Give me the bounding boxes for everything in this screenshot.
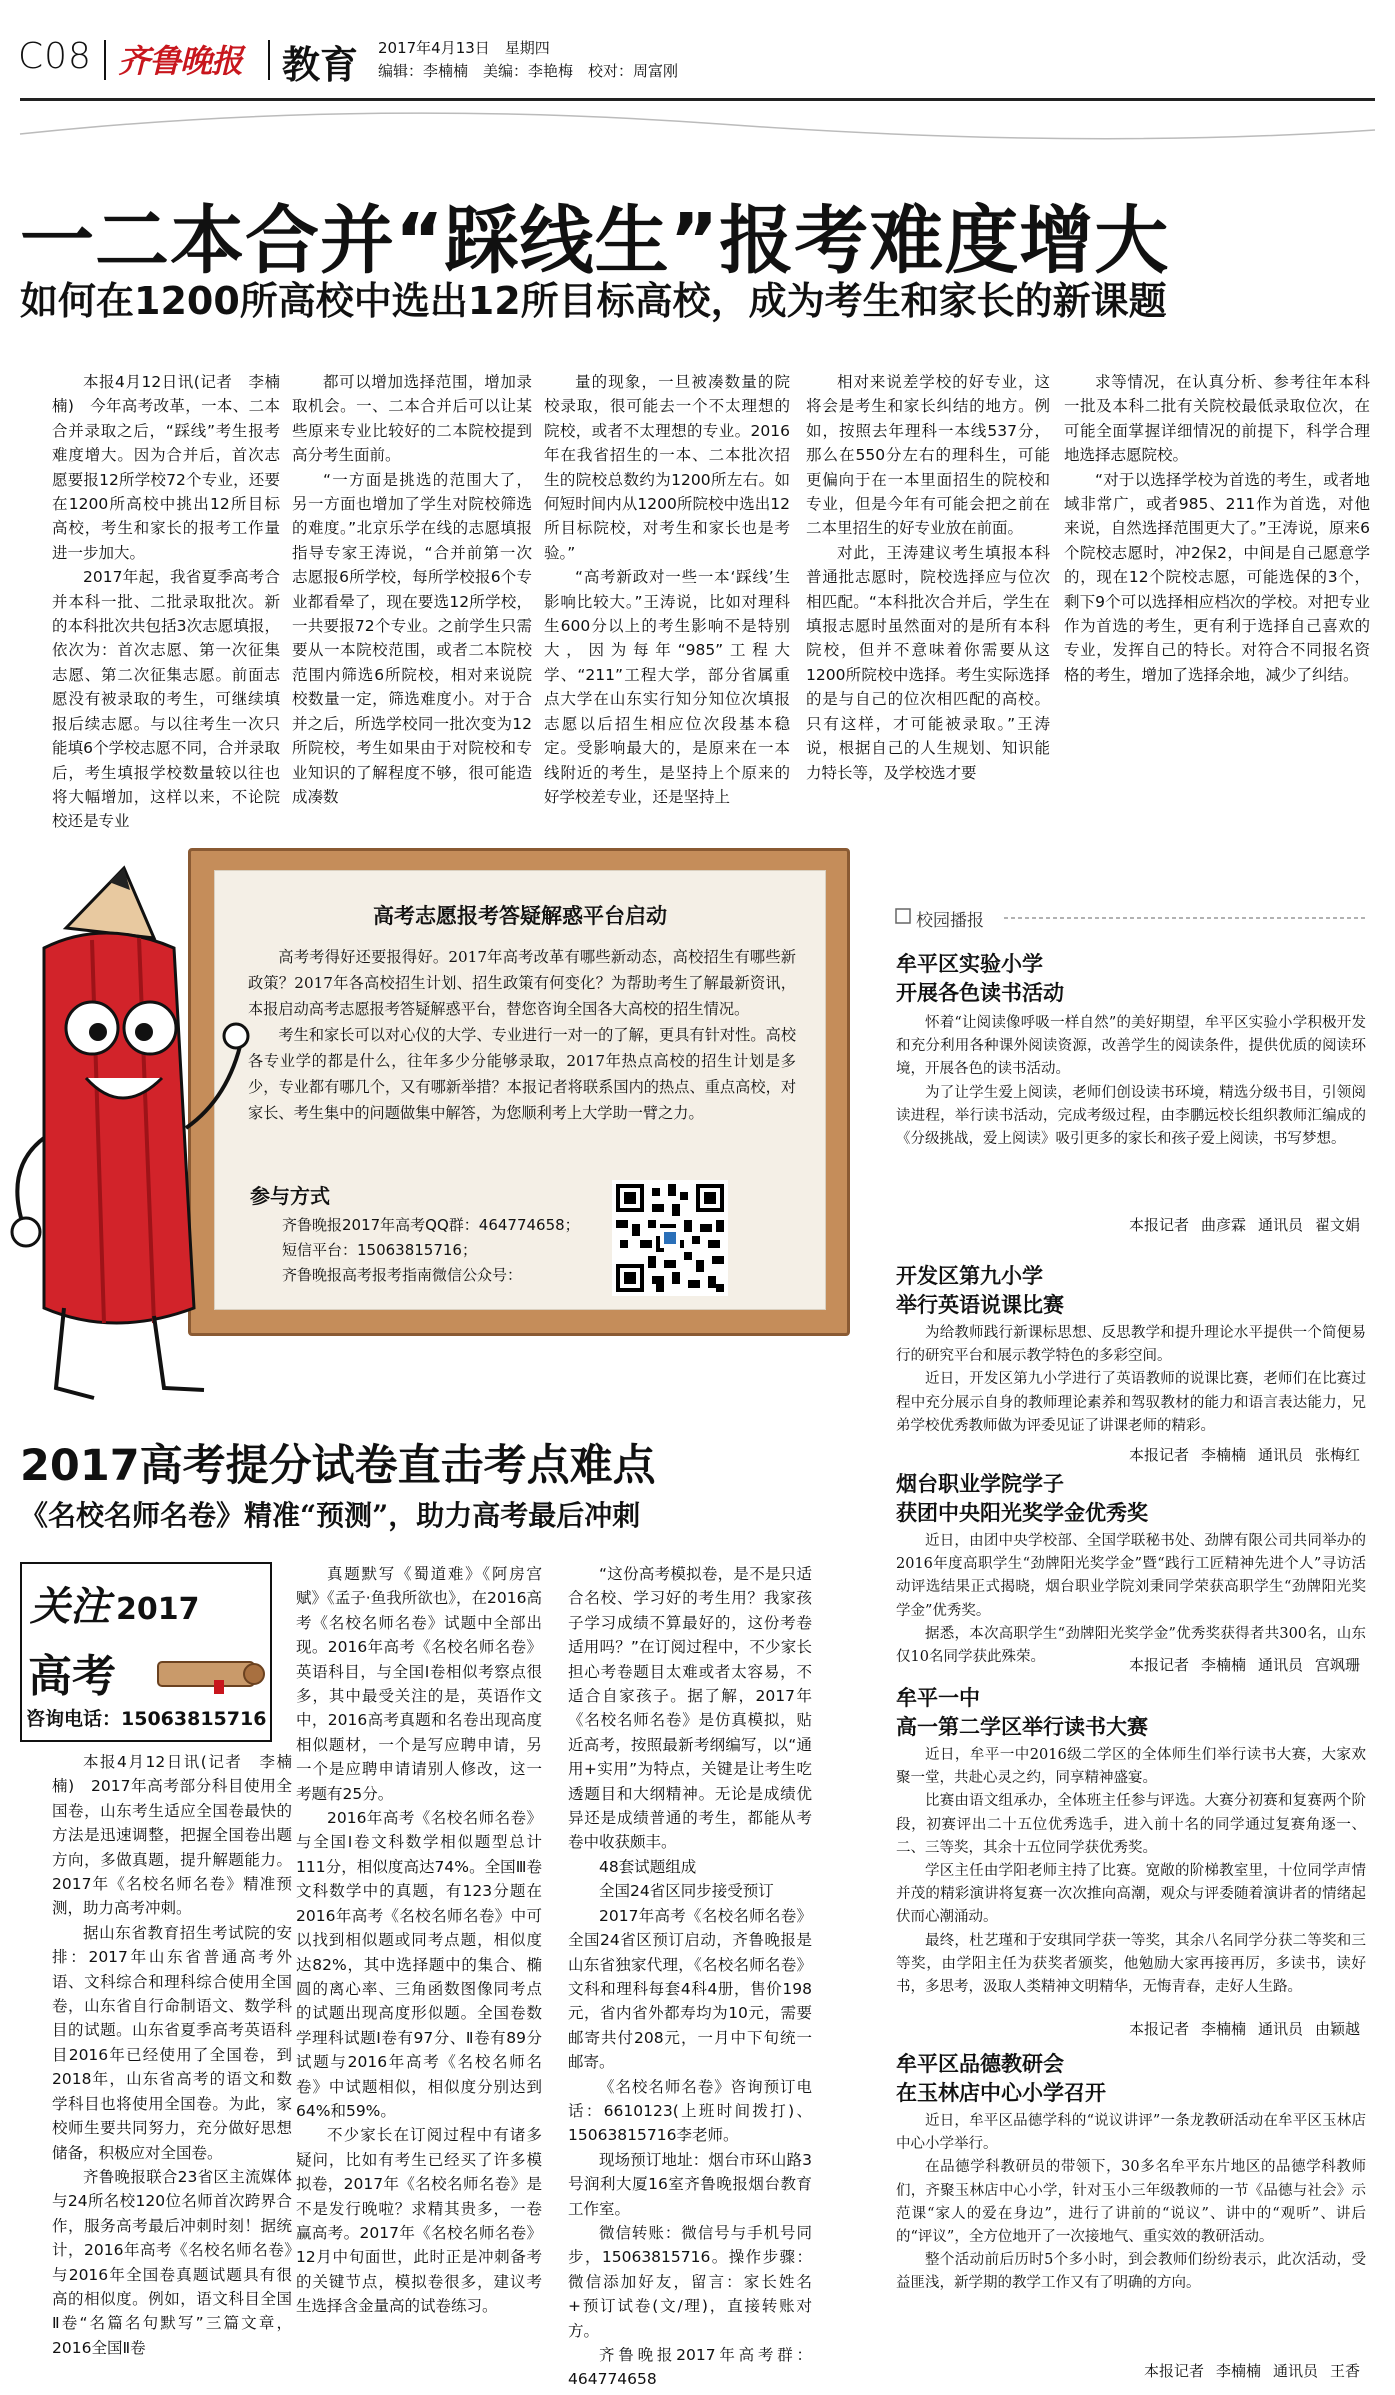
byline-part: 通讯员 [1257,1216,1303,1234]
campus-news-byline [896,1214,1366,1235]
paragraph: 真题默写《蜀道难》《阿房宫赋》《孟子·鱼我所欲也》，在2016高考《名校名师名卷》试题中全部出现。2016年高考《名校名师名卷》英语科目，与全国Ⅰ卷相似考察点很多，其中最受关注的是，英语作文中，2016高考真题和名卷出现高度相似题材，一个是写应聘申请，另一个是应聘申请请别人修改，这一考题有25分。 [296,1565,542,1803]
campus-news-title [896,1262,1366,1320]
header-rule [20,98,1375,101]
byline-part: 本报记者 [1128,2020,1189,2038]
paragraph: 近日，开发区第九小学进行了英语教师的说课比赛，老师们在比赛过程中充分展示自身的教师理论素养和驾驭教材的能力和语言表达能力，兄弟学校优秀教师做为评委见证了讲课老师的精彩。 [896,1371,1366,1434]
byline-part: 本报记者 [1128,1656,1189,1674]
paragraph: 2017年高考《名校名师名卷》全国24省区预订启动，齐鲁晚报是山东省独家代理，《名校名师名卷》文科和理科每套4科4册，售价198元，省内省外都寿均为10元，需要邮寄共付208元，一月中下旬统一邮寄。 [568,1906,812,2072]
campus-news-byline [896,2018,1366,2039]
lead-column-5 [1064,370,1370,800]
paragraph: 近日，由团中央学校部、全国学联秘书处、劲牌有限公司共同举办的2016年度高职学生“劲牌阳光奖学金”暨“践行工匠精神先进个人”寻访活动评选结果正式揭晓，烟台职业学院刘秉同学荣获高职学生“劲牌阳光奖学金”优秀奖。 [896,1533,1366,1619]
lead-column-text [1064,370,1370,687]
qq-group-line: 齐鲁晚报2017年高考QQ群：464774658； [282,1216,580,1234]
lead-column-1 [52,370,280,831]
header-divider [268,40,270,80]
byline-part: 本报记者 [1143,2362,1204,2380]
paragraph: “这份高考模拟卷，是不是只适合名校、学习好的考生用？我家孩子学习成绩不算最好的，这份考卷适用吗？”在订阅过程中，不少家长担心考卷题目太难或者太容易，不适合自家孩子。据了解，2017年《名校名师名卷》是仿真模拟，贴近高考，按照最新考纲编写，以“通用+实用”为特点，关键是让考生吃透题目和大纲精神。无论是成绩优异还是成绩普通的考生，都能从考卷中收获颇丰。 [568,1565,812,1852]
join-lines [282,1213,580,1288]
campus-news-title-line: 开发区第九小学 [896,1264,1043,1288]
scroll-icon [154,1654,260,1694]
paragraph: “一方面是挑选的范围大了，另一方面也增加了学生对院校筛选的难度。”北京乐学在线的志愿填报指导专家王涛说，“合并前第一次志愿报6所学校，每所学校报6个专业都看晕了，现在要选12所学校，一共要报72个专业。之前学生只需要从一本院校范围，或者二本院校范围内筛选6所院校，相对来说院校数量一定，筛选难度小。对于合并之后，所选学校同一批次变为12所院校，考生如果由于对院校和专业知识的了解程度不够，很可能造成凑数 [292,470,532,806]
paragraph: 2017年起，我省夏季高考合并本科一批、二批录取批次。新的本科批次共包括3次志愿填报，依次为：首次志愿、第一次征集志愿、第二次征集志愿。前面志愿没有被录取的考生，可继续填报后续志愿。与以往考生一次只能填6个学校志愿不同，合并录取后，考生填报学校数量较以往也将大幅增加，这样以来，不论院校还是专业 [52,568,280,831]
promo-exam: 高考 [28,1651,116,1702]
paragraph: 近日，牟平一中2016级二学区的全体师生们举行读书大赛，大家欢聚一堂，共赴心灵之约，同享精神盛宴。 [896,1747,1366,1787]
header-divider [104,40,106,80]
masthead-logo: 齐鲁晚报 [118,42,243,80]
byline-part: 由颖越 [1314,2020,1360,2038]
campus-news-title-line: 牟平区实验小学 [896,952,1043,976]
paragraph: 为了让学生爱上阅读，老师们创设读书环境，精选分级书目，引领阅读进程，举行读书活动，完成考级过程，由李鹏远校长组织教师汇编成的《分级挑战，爱上阅读》吸引更多的家长和孩子爱上阅读，书写梦想。 [896,1084,1366,1148]
lead-column-2 [292,370,532,806]
paragraph: 整个活动前后历时5个多小时，到会教师们纷纷表示，此次活动，受益匪浅，新学期的教学工作又有了明确的方向。 [896,2252,1366,2292]
qr-code-icon[interactable] [612,1180,728,1296]
paragraph: 现场预订地址：烟台市环山路3号润利大厦16室齐鲁晚报烟台教育工作室。 [568,2150,812,2218]
paragraph: 48套试题组成 [599,1857,697,1876]
paragraph: 对此，王涛建议考生填报本科普通批志愿时，院校选择应与位次相匹配。“本科批次合并后，学生在填报志愿时虽然面对的是所有本科院校，但并不意味着你需要从这1200所院校中选择。考生实际选择的是与自己的位次相匹配的高校。只有这样，才可能被录取。”王涛说，根据自己的人生规划、知识能力特长等，及学校选才要 [806,543,1050,782]
paragraph: 为给教师践行新课标思想、反思教学和提升理论水平提供一个简便易行的研究平台和展示教学特色的多彩空间。 [896,1325,1366,1365]
paragraph: 都可以增加选择范围，增加录取机会。一、二本合并后可以让某些原来专业比较好的二本院校提到高分考生面前。 [292,373,532,465]
paragraph: “对于以选择学校为首选的考生，或者地域非常广，或者985、211作为首选，对他来说，自然选择范围更大了。”王涛说，原来6个院校志愿时，冲2保2，中间是自己愿意学的，现在12个院校志愿，可能选保的3个，剩下9个可以选择相应档次的学校。对把专业作为首选的考生，更有利于选择自己喜欢的专业，发挥自己的特长。对符合不同报名资格的考生，增加了选择余地，减少了纠结。 [1064,470,1370,684]
second-column-text [568,1562,812,2392]
page-number: C08 [18,36,92,77]
paragraph: 2016年高考《名校名师名卷》与全国Ⅰ卷文科数学相似题型总计111分，相似度高达74%。全国Ⅲ卷文科数学中的真题，有123分题在2016年高考《名校名师名卷》中可以找到相似题或同考点题，相似度达82%，其中选择题中的集合、椭圆的离心率、三角函数图像同考点的试题出现高度形似题。全国卷数学理科试题Ⅰ卷有97分、Ⅱ卷有89分试题与2016年高考《名校名师名卷》中试题相似，相似度分别达到64%和59%。 [296,1809,542,2120]
wechat-line: 齐鲁晚报高考报考指南微信公众号： [282,1266,523,1284]
campus-news-title [896,1684,1366,1742]
paragraph: 据山东省教育招生考试院的安排：2017年山东省普通高考外语、文科综合和理科综合使用全国卷，山东省自行命制语文、数学科目的试题。山东省夏季高考英语科目2016年已经使用了全国卷，到2018年，山东省高考的语文和数学科目也将使用全国卷。为此，家校师生要共同努力，充分做好思想储备，积极应对全国卷。 [52,1923,292,2162]
header-wave-decoration [20,104,1375,154]
byline-part: 通讯员 [1257,1446,1303,1464]
campus-news-byline [896,1444,1366,1465]
byline-part: 李楠楠 [1200,1656,1246,1674]
paragraph: 在品德学科教研员的带领下，30多名牟平东片地区的品德学科教师们，齐聚玉林店中心小学，针对玉小三年级教师的一节《品德与社会》示范课“家人的爱在身边”，进行了讲前的“说议”、讲中的“观听”、讲后的“评议”，全方位地开了一次接地气、重实效的教研活动。 [896,2159,1366,2246]
paragraph: 齐鲁晚报2017年高考群：464774658 [568,2346,812,2389]
section-name: 教育 [282,43,359,87]
paragraph: 全国24省区同步接受预订 [599,1882,774,1901]
byline-part: 李楠楠 [1215,2362,1261,2380]
sms-line: 短信平台：15063815716； [282,1241,477,1259]
byline-part: 通讯员 [1257,2020,1303,2038]
byline-part: 王香 [1329,2362,1360,2380]
paragraph: 不少家长在订阅过程中有诸多疑问，比如有考生已经买了许多模拟卷，2017年《名校名师名卷》是不是发行晚啦？求精其贵多，一卷赢高考。2017年《名校名师名卷》12月中旬面世，此时正是冲刺备考的关键节点，模拟卷很多，建议考生选择含金量高的试卷练习。 [296,2126,542,2316]
paragraph: 本报4月12日讯(记者 李楠楠) 2017年高考部分科目使用全国卷，山东考生适应全国卷最快的方法是迅速调整，把握全国卷出题方向，多做真题，提升解题能力。2017年《名校名师名卷》精准预测，助力高考冲刺。 [52,1753,292,1918]
paragraph: 怀着“让阅读像呼吸一样自然”的美好期望，牟平区实验小学积极开发和充分利用各种课外阅读资源，改善学生的阅读条件，提供优质的阅读环境，开展各色的读书活动。 [896,1015,1366,1078]
paragraph: 求等情况，在认真分析、参考往年本科一批及本科二批有关院校最低录取位次，在可能全面掌握详细情况的前提下，科学合理地选择志愿院校。 [1064,373,1370,465]
board-text [248,944,796,1126]
issue-date: 2017年4月13日 星期四 [378,39,550,57]
byline-part: 曲彦霖 [1200,1216,1246,1234]
paragraph: 本报4月12日讯(记者 李楠楠) 今年高考改革，一本、二本合并录取之后，“踩线”考生报考难度增大。因为合并后，首次志愿要报12所学校72个专业，还要在1200所高校中挑出12所目标高校，考生和家长的报考工作量进一步加大。 [52,373,280,562]
campus-news-title-line: 在玉林店中心小学召开 [896,2081,1106,2105]
paragraph: 据悉，本次高职学生“劲牌阳光奖学金”优秀奖获得者共300名，山东仅10名同学获此殊荣。 [896,1625,1366,1666]
campus-news-title-line: 开展各色读书活动 [896,981,1064,1005]
campus-news-title-line: 获团中央阳光奖学金优秀奖 [896,1501,1148,1525]
byline-part: 张梅红 [1314,1446,1360,1464]
byline-part: 通讯员 [1257,1656,1303,1674]
lead-headline: 一二本合并“踩线生”报考难度增大 [20,198,1170,284]
promo-year: 2017 [116,1592,200,1627]
byline-part: 宫飒珊 [1314,1656,1360,1674]
lead-column-text [806,370,1050,785]
paragraph: 比赛由语文组承办，全体班主任参与评选。大赛分初赛和复赛两个阶段，初赛评出二十五位优秀选手，进入前十名的同学通过复赛角逐一、二、三等奖，其余十五位同学获优秀奖。 [896,1793,1366,1856]
campus-news-body [896,1744,1366,2014]
paragraph: “高考新政对一些一本‘踩线’生影响比较大。”王涛说，比如对理科生600分以上的考生影响不是特别大，因为每年“985”工程大学、“211”工程大学，部分省属重点大学在山东实行知分知位次填报志愿以后招生相应位次段基本稳定。受影响最大的，是原来在一本线附近的考生，是坚持上个原来的好学校差专业，还是坚持上 [544,568,790,806]
lead-column-3 [544,370,790,806]
campus-news-body [896,1322,1366,1440]
campus-news-byline [896,2360,1366,2381]
campus-news-title [896,950,1366,1008]
paragraph: 量的现象，一旦被凑数量的院校录取，很可能去一个不太理想的院校，或者不太理想的专业。2016年在我省招生的一本、二本批次招生的院校总数约为1200所左右。如何短时间内从1200所院校中选出12所目标院校，对考生和家长也是考验。” [544,373,790,562]
board-title: 高考志愿报考答疑解惑平台启动 [373,904,667,928]
campus-news-title-line: 牟平一中 [896,1686,980,1710]
campus-news-title-line: 高一第二学区举行读书大赛 [896,1715,1148,1739]
editor-credits: 编辑：李楠楠 美编：李艳梅 校对：周富刚 [378,62,679,80]
second-column-3 [568,1562,812,2389]
byline-part: 本报记者 [1128,1216,1189,1234]
second-column-1 [52,1750,292,2370]
board-paragraph: 高考考得好还要报得好。2017年高考改革有哪些新动态，高校招生有哪些新政策？2017年各高校招生计划、招生政策有何变化？为帮助考生了解最新资讯，本报启动高考志愿报考答疑解惑平台，替您咨询全国各大高校的招生情况。 [248,948,796,1018]
campus-news-title [896,2050,1366,2108]
byline-part: 李楠楠 [1200,2020,1246,2038]
second-column-text [296,1562,542,2319]
byline-part: 通讯员 [1272,2362,1318,2380]
promo-phone: 咨询电话：15063815716 [26,1708,267,1730]
campus-news-title [896,1470,1366,1528]
lead-column-text [52,370,280,834]
second-column-2 [296,1562,542,2370]
paragraph: 近日，牟平区品德学科的“说议讲评”一条龙教研活动在牟平区玉林店中心小学举行。 [896,2113,1366,2153]
campus-news-label: 校园播报 [916,911,984,931]
lead-column-4 [806,370,1050,800]
join-title: 参与方式 [250,1184,330,1208]
second-subheadline: 《名校名师名卷》精准“预测”，助力高考最后冲刺 [20,1499,641,1532]
campus-news-title-line: 牟平区品德教研会 [896,2052,1064,2076]
pencil-mascot-icon [4,868,244,1428]
byline-part: 翟文娟 [1314,1216,1360,1234]
paragraph: 相对来说差学校的好专业，这将会是考生和家长纠结的地方。例如，按照去年理科一本线537分，那么在550分左右的理科生，可能更偏向于在一本里面招生的院校和专业，但是今年有可能会把之前在二本里招生的好专业放在前面。 [806,373,1050,538]
lead-column-text [544,370,790,809]
paragraph: 《名校名师名卷》咨询预订电话：6610123(上班时间拨打)、15063815716李老师。 [568,2077,812,2145]
campus-news-body [896,2110,1366,2358]
campus-news-body [896,1012,1366,1210]
paragraph: 微信转账：微信号与手机号同步，15063815716。操作步骤：微信添加好友，留言：家长姓名+预订试卷(文/理)，直接转账对方。 [568,2223,812,2340]
promo-script: 关注 [30,1583,110,1630]
campus-news-title-line: 举行英语说课比赛 [896,1293,1064,1317]
second-column-text [52,1750,292,2360]
paragraph: 齐鲁晚报联合23省区主流媒体与24所名校120位名师首次跨界合作，服务高考最后冲刺时刻！据统计，2016年高考《名校名师名卷》与2016年全国卷真题试题具有很高的相似度。例如，语文科目全国Ⅱ卷“名篇名句默写”三篇文章，2016全国Ⅱ卷 [52,2167,292,2357]
campus-news-title-line: 烟台职业学院学子 [896,1472,1064,1496]
byline-part: 李楠楠 [1200,1446,1246,1464]
campus-news-byline [896,1654,1366,1675]
byline-part: 本报记者 [1128,1446,1189,1464]
lead-column-text [292,370,532,809]
lead-subheadline: 如何在1200所高校中选出12所目标高校，成为考生和家长的新课题 [20,279,1167,323]
paragraph: 最终，杜艺瑾和于安琪同学获一等奖，其余八名同学分获二等奖和三等奖，由学阳主任为获奖者颁奖，他勉励大家再接再厉，多读书，读好书，多思考，汲取人类精神文明精华，无悔青春，走好人生路。 [896,1932,1366,1996]
board-paragraph: 考生和家长可以对心仪的大学、专业进行一对一的了解，更具有针对性。高校各专业学的都是什么，往年多少分能够录取，2017年热点高校的招生计划是多少，专业都有哪几个，又有哪新举措？本报记者将联系国内的热点、重点高校，对家长、考生集中的问题做集中解答，为您顺利考上大学助一臂之力。 [248,1026,796,1122]
paragraph: 学区主任由学阳老师主持了比赛。宽敞的阶梯教室里，十位同学声情并茂的精彩演讲将复赛一次次推向高潮，观众与评委随着演讲者的情绪起伏而心潮涌动。 [896,1863,1366,1926]
second-headline: 2017高考提分试卷直击考点难点 [20,1441,656,1491]
